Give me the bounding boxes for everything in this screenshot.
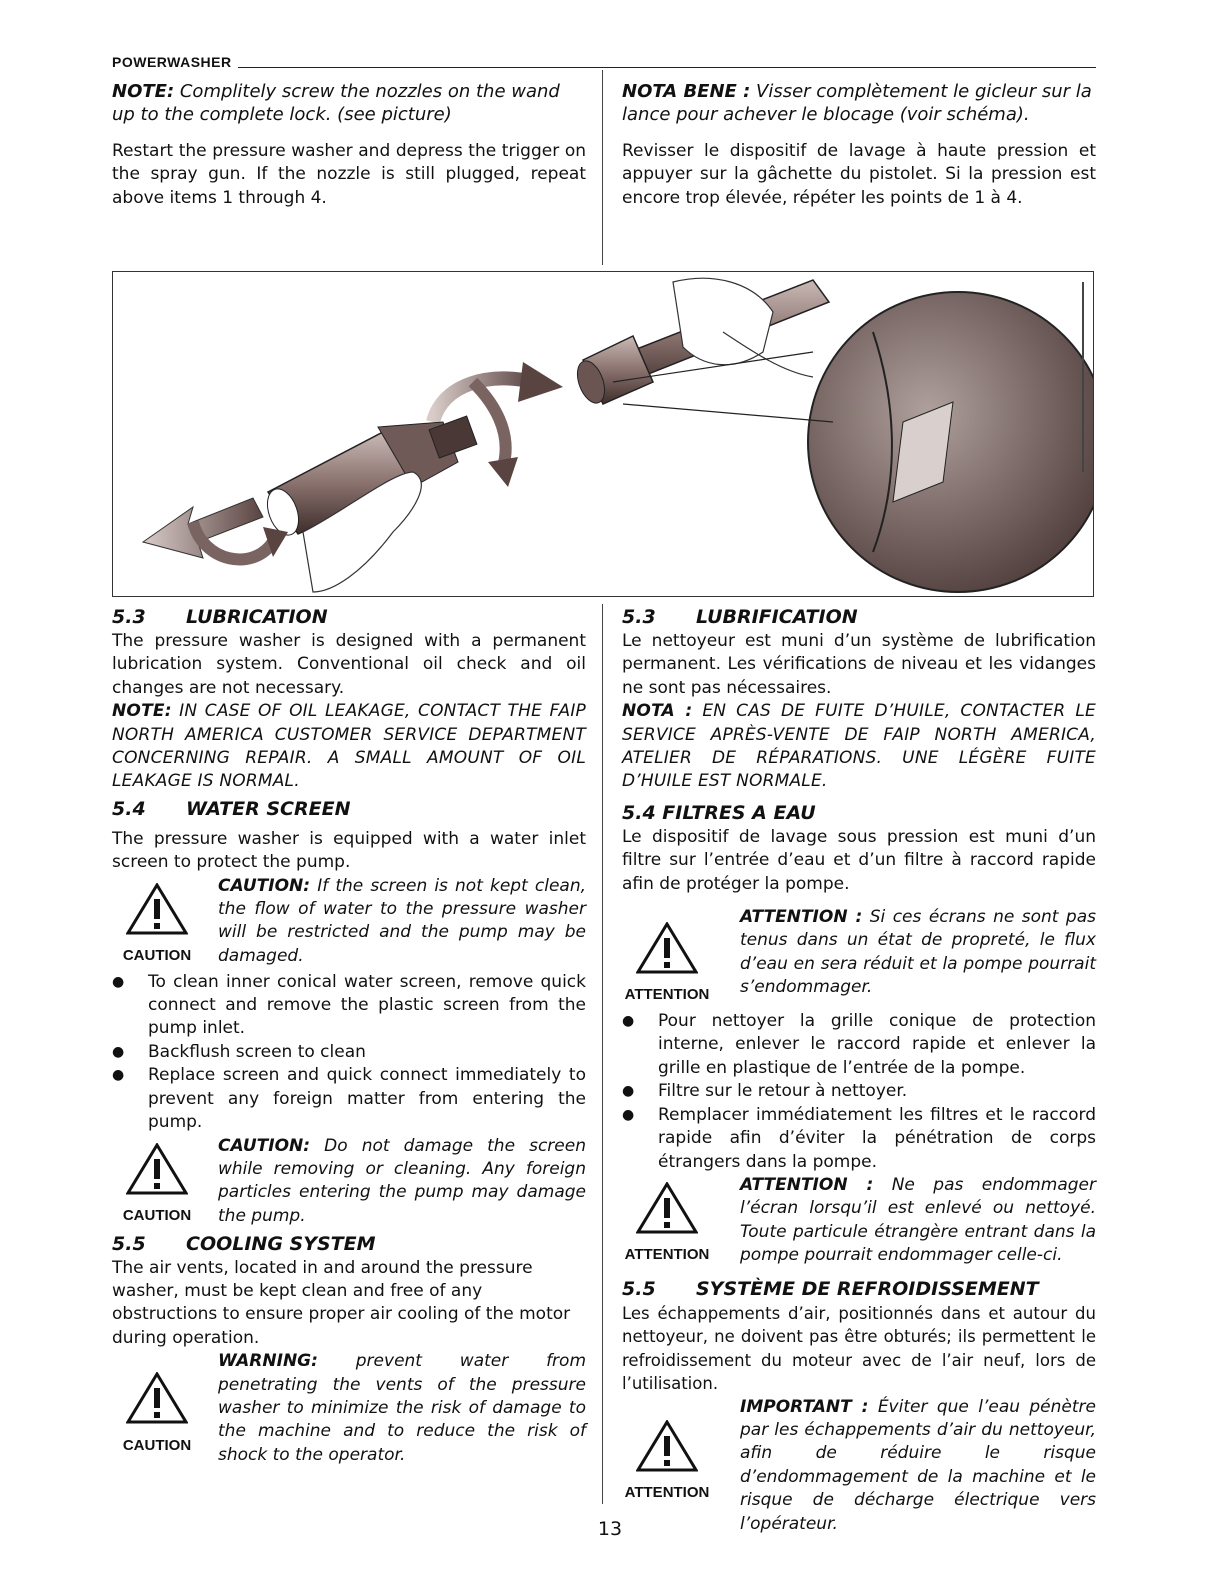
warning-block bbox=[112, 1350, 586, 1467]
section-number: 5.4 bbox=[112, 797, 146, 820]
note-label: NOTE: bbox=[112, 81, 175, 102]
oil-leak-note bbox=[112, 700, 586, 794]
note-label: NOTA BENE : bbox=[622, 81, 751, 102]
attention-icon-label: ATTENTION bbox=[624, 986, 710, 1004]
attention-icon-group bbox=[622, 922, 712, 1007]
caution-block-1 bbox=[112, 875, 586, 971]
list-item: ● Remplacer immédiatement les filtres et le raccord rapide afin d’éviter la pénétration de corps étrangers dans la pompe. bbox=[622, 1104, 1096, 1174]
section-number: 5.3 bbox=[622, 606, 656, 628]
note-text: EN CAS DE FUITE D’HUILE, CONTACTER LE SERVICE APRÈS-VENTE DE FAIP NORTH AMERICA, ATELIER DE RÉPARATIONS. UNE LÉGÈRE FUITE D’HUILE EST NORMALE. bbox=[622, 701, 1096, 792]
nozzle-illustration bbox=[112, 271, 1094, 597]
caution-block-2 bbox=[112, 1135, 586, 1231]
fr-restart-paragraph: Revisser le dispositif de lavage à haute pression et appuyer sur la gâchette du pistolet. Si la pression est encore trop élevée, répéter les points de 1 à 4. bbox=[622, 141, 1096, 208]
caution-text bbox=[218, 1135, 586, 1229]
section-title-text: COOLING SYSTEM bbox=[186, 1232, 376, 1255]
caution-icon-group bbox=[112, 1372, 202, 1457]
cleaning-steps-list bbox=[112, 971, 586, 1135]
french-column bbox=[622, 604, 1096, 1536]
section-title-text: WATER SCREEN bbox=[186, 797, 351, 820]
section-5-5-title-fr bbox=[622, 1276, 1096, 1302]
section-5-3-title bbox=[112, 604, 586, 630]
fuite-huile-note bbox=[622, 700, 1096, 794]
warning-text bbox=[218, 1350, 586, 1467]
fr-nozzle-note bbox=[622, 80, 1096, 126]
note-text: Visser complètement le gicleur sur la lance pour achever le blocage (voir schéma). bbox=[622, 81, 1092, 125]
caution-body: If the screen is not kept clean, the flow of water to the pressure washer will be restricted and the pump may be damaged. bbox=[218, 875, 586, 966]
english-column bbox=[112, 604, 586, 1467]
section-title-text: LUBRIFICATION bbox=[696, 606, 858, 628]
lubrication-paragraph: The pressure washer is designed with a permanent lubrication system. Conventional oil check and oil changes are not necessary. bbox=[112, 631, 586, 698]
list-item: ● Replace screen and quick connect immediately to prevent any foreign matter from entering the pump. bbox=[112, 1064, 586, 1134]
list-item: ● Filtre sur le retour à nettoyer. bbox=[622, 1080, 1096, 1103]
warning-triangle-icon bbox=[126, 1372, 188, 1424]
nettoyage-steps-list bbox=[622, 1010, 1096, 1174]
nozzle-wand-drawing bbox=[113, 272, 1093, 596]
warning-triangle-icon bbox=[636, 1182, 698, 1234]
caution-label: CAUTION: bbox=[218, 875, 311, 896]
caution-icon-label: CAUTION bbox=[122, 947, 192, 965]
lubrification-paragraph: Le nettoyeur est muni d’un système de lubrification permanent. Les vérifications de niveau et les vidanges ne sont pas nécessaires. bbox=[622, 631, 1096, 698]
refroidissement-paragraph: Les échappements d’air, positionnés dans et autour du nettoyeur, ne doivent pas être obturés; ils permettent le refroidissement du moteur avec de l’air neuf, lors de l’utilisation. bbox=[622, 1303, 1096, 1394]
filtres-paragraph: Le dispositif de lavage sous pression est muni d’un filtre sur l’entrée d’eau et d’un filtre à raccord rapide afin de protéger la pompe. bbox=[622, 826, 1096, 894]
section-5-4-title-fr: 5.4 FILTRES A EAU bbox=[622, 801, 816, 824]
note-text: Complitely screw the nozzles on the wand up to the complete lock. (see picture) bbox=[112, 81, 560, 125]
caution-icon-group bbox=[112, 883, 202, 968]
list-item: ● Backflush screen to clean bbox=[112, 1041, 586, 1064]
attention-body: Si ces écrans ne sont pas tenus dans un état de propreté, le flux d’eau en sera réduit et la pompe pourrait s’endommager. bbox=[740, 907, 1096, 998]
caution-icon-label: CAUTION bbox=[122, 1436, 192, 1454]
attention-icon-label: ATTENTION bbox=[624, 1483, 710, 1501]
caution-icon-group bbox=[112, 1143, 202, 1228]
note-label: NOTE: bbox=[112, 701, 172, 722]
water-screen-paragraph: The pressure washer is equipped with a water inlet screen to protect the pump. bbox=[112, 828, 586, 873]
top-english-block bbox=[112, 80, 586, 210]
important-label: IMPORTANT : bbox=[740, 1396, 869, 1417]
section-number: 5.5 bbox=[622, 1277, 656, 1300]
attention-body: Ne pas endommager l’écran lorsqu’il est enlevé ou nettoyé. Toute particule étrangère entrant dans la pompe pourrait endommager celle-ci. bbox=[740, 1174, 1096, 1266]
attention-icon-label: ATTENTION bbox=[624, 1246, 710, 1264]
note-text: IN CASE OF OIL LEAKAGE, CONTACT THE FAIP NORTH AMERICA CUSTOMER SERVICE DEPARTMENT CONCERNING REPAIR. A SMALL AMOUNT OF OIL LEAKAGE IS NORMAL. bbox=[112, 701, 586, 792]
section-5-3-title-fr bbox=[622, 604, 1096, 630]
attention-block-1 bbox=[622, 906, 1096, 1002]
important-text bbox=[740, 1396, 1096, 1536]
warning-body: prevent water from penetrating the vents of the pressure washer to minimize the risk of damage to the machine and to reduce the risk of shock to the operator. bbox=[218, 1351, 586, 1465]
note-label: NOTA : bbox=[622, 701, 693, 722]
section-number: 5.5 bbox=[112, 1232, 146, 1255]
column-divider-bottom bbox=[602, 604, 603, 1504]
caution-label: CAUTION: bbox=[218, 1135, 311, 1156]
section-5-5-title bbox=[112, 1231, 586, 1257]
cooling-paragraph: The air vents, located in and around the pressure washer, must be kept clean and free of any obstructions to ensure proper air cooling of the motor during operation. bbox=[112, 1257, 571, 1348]
section-5-4-title bbox=[112, 796, 586, 822]
warning-triangle-icon bbox=[636, 922, 698, 974]
list-item: ● To clean inner conical water screen, remove quick connect and remove the plastic screen from the pump inlet. bbox=[112, 971, 586, 1041]
brand-label: POWERWASHER bbox=[112, 54, 238, 70]
important-block bbox=[622, 1396, 1096, 1536]
attention-icon-group bbox=[622, 1182, 712, 1267]
important-body: Éviter que l’eau pénètre par les échappements d’air du nettoyeur, afin de réduire le risque d’endommagement de la machine et le risque de décharge électrique vers l’opérateur. bbox=[740, 1396, 1096, 1534]
caution-text bbox=[218, 875, 586, 969]
attention-label: ATTENTION : bbox=[740, 1174, 874, 1195]
section-title-text: SYSTÈME DE REFROIDISSEMENT bbox=[696, 1277, 1039, 1300]
attention-label: ATTENTION : bbox=[740, 907, 863, 928]
warning-triangle-icon bbox=[126, 883, 188, 935]
page-header bbox=[112, 54, 1096, 74]
caution-icon-label: CAUTION bbox=[122, 1206, 192, 1224]
top-french-block bbox=[622, 80, 1096, 210]
attention-text bbox=[740, 906, 1096, 1000]
warning-label: WARNING: bbox=[218, 1351, 318, 1372]
page-number: 13 bbox=[597, 1518, 623, 1540]
warning-triangle-icon bbox=[126, 1143, 188, 1195]
attention-block-2 bbox=[622, 1174, 1096, 1270]
list-item: ● Pour nettoyer la grille conique de protection interne, enlever le raccord rapide et enlever la grille en plastique de l’entrée de la pompe. bbox=[622, 1010, 1096, 1080]
attention-text bbox=[740, 1174, 1096, 1268]
warning-triangle-icon bbox=[636, 1420, 698, 1472]
caution-body: Do not damage the screen while removing or cleaning. Any foreign particles entering the pump may damage the pump. bbox=[218, 1135, 586, 1226]
section-title-text: LUBRICATION bbox=[186, 606, 328, 628]
header-rule bbox=[112, 67, 1096, 68]
section-number: 5.3 bbox=[112, 606, 146, 628]
en-nozzle-note bbox=[112, 80, 586, 126]
en-restart-paragraph: Restart the pressure washer and depress the trigger on the spray gun. If the nozzle is still plugged, repeat above items 1 through 4. bbox=[112, 141, 586, 208]
attention-icon-group bbox=[622, 1420, 712, 1505]
column-divider-top bbox=[602, 70, 603, 265]
